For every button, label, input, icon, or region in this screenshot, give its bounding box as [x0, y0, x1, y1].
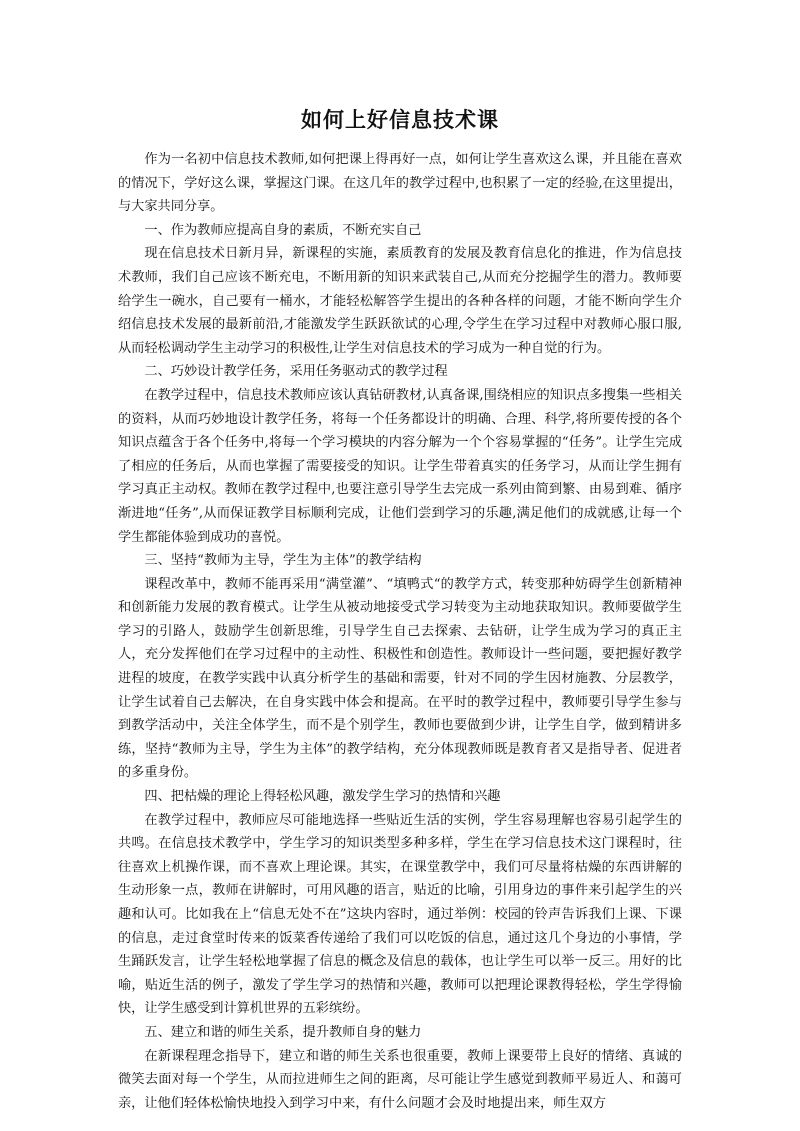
section-2-heading: 二、巧妙设计教学任务，采用任务驱动式的教学过程 [144, 364, 448, 380]
section-4-body: 在教学过程中，教师应尽可能地选择一些贴近生活的实例，学生容易理解也容易引起学生的共鸣。在信息技术教学中，学生学习的知识类型多种多样，学生在学习信息技术这门课程时，往往喜欢上机操作课，而不喜欢上理论课。其实，在课堂教学中，我们可尽量将枯燥的东西讲解的生动形象一点，教师在讲解时，可用风趣的语言，贴近的比喻，引用身边的事件来引起学生的兴趣和认可。比如我在上“信息无处不在”这块内容时，通过举例：校园的铃声告诉我们上课、下课的信息，走过食堂时传来的饭菜香传递给了我们可以吃饭的信息，通过这几个身边的小事情，学生踊跃发言，让学生轻松地掌握了信息的概念及信息的载体，也让学生可以举一反三。用好的比喻，贴近生活的例子，激发了学生学习的热情和兴趣，教师可以把理论课教得轻松，学生学得愉快，让学生感受到计算机世界的五彩缤纷。 [118, 812, 682, 1017]
document-title: 如何上好信息技术课 [301, 108, 499, 132]
section-2-body: 在教学过程中，信息技术教师应该认真钻研教材,认真备课,围绕相应的知识点多搜集一些相关的资料，从而巧妙地设计教学任务，将每一个任务都设计的明确、合理、科学,将所要传授的各个知识点蕴含于各个任务中,将每一个学习模块的内容分解为一个个容易掌握的“任务”。让学生完成了相应的任务后，从而也掌握了需要接受的知识。让学生带着真实的任务学习，从而让学生拥有学习真正主动权。教师在教学过程中,也要注意引导学生去完成一系列由简到繁、由易到难、循序渐进地“任务”,从而保证教学目标顺利完成，让他们尝到学习的乐趣,满足他们的成就感,让每一个学生都能体验到成功的喜悦。 [118, 387, 682, 545]
section-3-heading: 三、坚持“教师为主导，学生为主体”的教学结构 [144, 553, 422, 569]
section-1-body: 现在信息技术日新月异，新课程的实施，素质教育的发展及教育信息化的推进，作为信息技术教师，我们自己应该不断充电，不断用新的知识来武装自己,从而充分挖掘学生的潜力。教师要给学生一碗水，自己要有一桶水，才能轻松解答学生提出的各种各样的问题，才能不断向学生介绍信息技术发展的最新前沿,才能激发学生跃跃欲试的心理,令学生在学习过程中对教师心服口服,从而轻松调动学生主动学习的积极性,让学生对信息技术的学习成为一种自觉的行为。 [118, 246, 682, 356]
section-3-body: 课程改革中，教师不能再采用“满堂灌”、“填鸭式“的教学方式，转变那种妨碍学生创新精神和创新能力发展的教育模式。让学生从被动地接受式学习转变为主动地获取知识。教师要做学生学习的引路人，鼓励学生创新思维，引导学生自己去探索、去钻研，让学生成为学习的真正主人，充分发挥他们在学习过程中的主动性、积极性和创造性。教师设计一些问题，要把握好教学进程的坡度，在教学实践中认真分析学生的基础和需要，针对不同的学生因材施教、分层教学，让学生试着自己去解决，在自身实践中体会和提高。在平时的教学过程中，教师要引导学生参与到教学活动中，关注全体学生，而不是个别学生，教师也要做到少讲，让学生自学，做到精讲多练，坚持“教师为主导，学生为主体”的教学结构，充分体现教师既是教育者又是指导者、促进者的多重身份。 [118, 576, 682, 781]
section-4-heading: 四、把枯燥的理论上得轻松风趣，激发学生学习的热情和兴趣 [144, 789, 501, 805]
intro-paragraph: 作为一名初中信息技术教师,如何把课上得再好一点，如何让学生喜欢这么课，并且能在喜欢的情况下，学好这么课，掌握这门课。在这几年的教学过程中,也积累了一定的经验,在这里提出，与大家共同分享。 [118, 152, 682, 215]
section-5-body: 在新课程理念指导下，建立和谐的师生关系也很重要，教师上课要带上良好的情绪、真诚的微笑去面对每一个学生，从而拉进师生之间的距离，尽可能让学生感觉到教师平易近人、和蔼可亲，让他们轻体松愉快地投入到学习中来，有什么问题才会及时地提出来，师生双方 [118, 1048, 682, 1111]
section-1-heading: 一、作为教师应提高自身的素质，不断充实自己 [144, 222, 422, 238]
section-5-heading: 五、建立和谐的师生关系，提升教师自身的魅力 [144, 1024, 422, 1040]
